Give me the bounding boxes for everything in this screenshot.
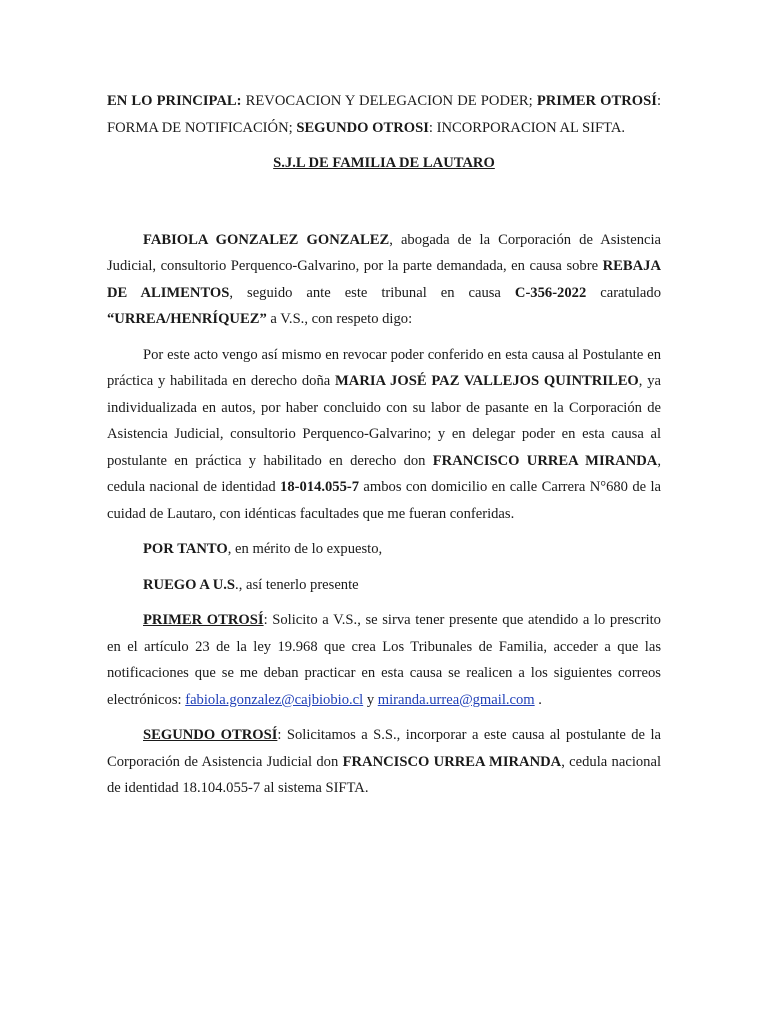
segundo-otrosi-text: : INCORPORACION AL SIFTA. (428, 119, 626, 136)
intro-text-3: caratulado (586, 284, 662, 301)
segundo-otrosi-label: SEGUNDO OTROSI (296, 119, 429, 136)
intro-text-1: , abogada de la Corporación de Asistencia Judicial, consultorio Perquenco-Galvarino, por la parte demandada, en causa sobre (107, 231, 662, 274)
case-matter: REBAJA DE ALIMENTOS (107, 258, 661, 301)
document-body (107, 88, 661, 802)
email-link-miranda[interactable]: miranda.urrea@gmail.com (377, 691, 535, 708)
document-heading (107, 88, 661, 141)
segundo-otrosi-text-1: : Solicitamos a S.S., incorporar a este causa al postulante de la Corporación de Asistencia Judicial don (107, 727, 662, 770)
revocation-text-4: ambos con domicilio en calle Carrera N°680 de la cuidad de Lautaro, con idénticas facultades que me fueran conferidas. (107, 479, 661, 522)
primer-otrosi-text-2: y (363, 691, 378, 708)
ruego-paragraph (107, 572, 661, 599)
court-title: S.J.L DE FAMILIA DE LAUTARO (273, 155, 495, 171)
segundo-otrosi-name: FRANCISCO URREA MIRANDA (342, 753, 562, 770)
intro-paragraph (107, 227, 661, 333)
primer-otrosi-text-1: : Solicito a V.S., se sirva tener presente que atendido a lo prescrito en el artículo 23 de la ley 19.968 que crea Los Tribunales de Familia, acceder a que las notificaciones que se me deban practicar en esta causa se realicen a los siguientes correos electrónicos: (107, 612, 661, 708)
intro-text-2: , seguido ante este tribunal en causa (229, 284, 515, 301)
por-tanto-paragraph (107, 536, 661, 563)
primer-otrosi-label: PRIMER OTROSÍ (536, 93, 657, 109)
revocation-text-1: Por este acto vengo así mismo en revocar poder conferido en esta causa al Postulante en práctica y habilitada en derecho doña (107, 346, 661, 389)
case-caption: “URREA/HENRÍQUEZ” (107, 311, 267, 327)
case-number: C-356-2022 (514, 284, 587, 301)
intro-text-4: a V.S., con respeto digo: (266, 311, 413, 327)
email-link-fabiola[interactable]: fabiola.gonzalez@cajbiobio.cl (185, 691, 364, 708)
segundo-otrosi-heading: SEGUNDO OTROSÍ (143, 727, 278, 743)
delegate-name: FRANCISCO URREA MIRANDA (432, 452, 658, 469)
delegate-rut: 18-014.055-7 (280, 479, 360, 495)
segundo-otrosi-text-2: , cedula nacional de identidad 18.104.055-7 al sistema SIFTA. (107, 753, 661, 796)
por-tanto-text: , en mérito de lo expuesto, (227, 541, 383, 557)
revocation-text-2: , ya individualizada en autos, por haber concluido con su labor de pasante en la Corporación de Asistencia Judicial, consultorio Perquenco-Galvarino; y en delegar poder en esta causa al postulante en práctica y habilitado en derecho don (107, 373, 661, 469)
por-tanto-label: POR TANTO (143, 541, 228, 557)
segundo-otrosi-paragraph (107, 722, 661, 802)
principal-label: EN LO PRINCIPAL: (107, 93, 242, 109)
primer-otrosi-heading: PRIMER OTROSÍ (143, 612, 264, 628)
revoked-name: MARIA JOSÉ PAZ VALLEJOS QUINTRILEO (335, 373, 639, 389)
primer-otrosi-paragraph (107, 607, 661, 713)
ruego-text: ., así tenerlo presente (235, 576, 359, 593)
ruego-label: RUEGO A U.S (143, 576, 236, 593)
primer-otrosi-text: : FORMA DE NOTIFICACIÓN; (107, 93, 661, 136)
lawyer-name: FABIOLA GONZALEZ GONZALEZ (143, 231, 390, 248)
revocation-paragraph (107, 342, 661, 528)
revocation-text-3: , cedula nacional de identidad (107, 452, 661, 495)
principal-text: REVOCACION Y DELEGACION DE PODER; (241, 93, 537, 109)
primer-otrosi-text-3: . (534, 691, 542, 708)
